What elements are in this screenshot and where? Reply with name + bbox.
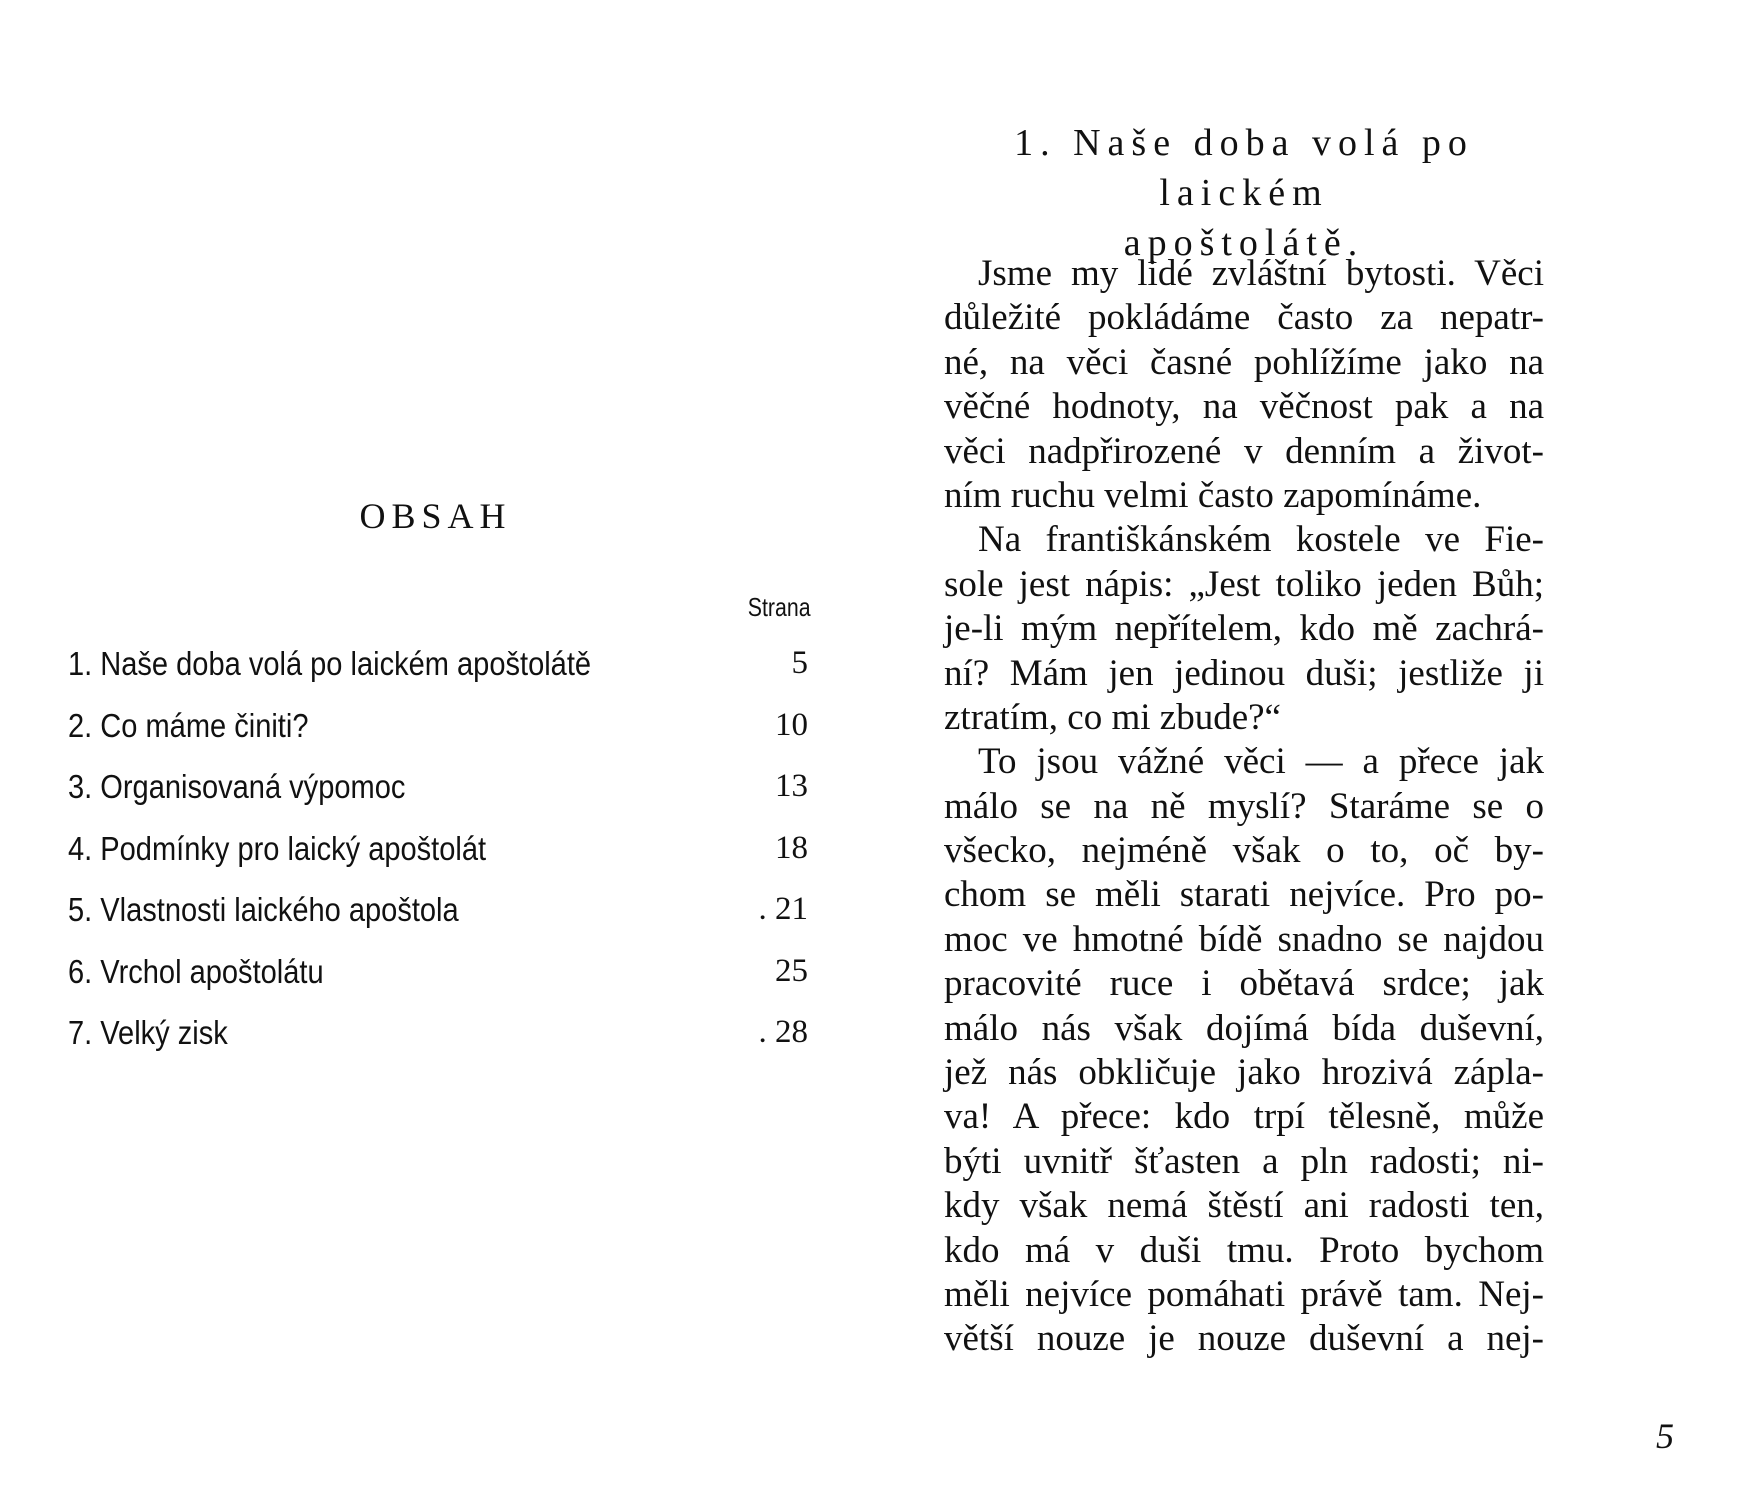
toc-entry-label: 1. Naše doba volá po laickém apoštolátě: [68, 645, 592, 682]
toc-entry: [68, 830, 808, 892]
page-number: 5: [1656, 1416, 1674, 1456]
text-line: málo se na ně myslí? Staráme se o: [944, 785, 1544, 827]
text-line: věci nadpřirozené v denním a život-: [944, 430, 1544, 472]
toc-entry: [68, 645, 808, 707]
text-line: Jsme my lidé zvláštní bytosti. Věci: [978, 253, 1544, 294]
chapter-body: [944, 252, 1544, 1362]
text-line: býti uvnitř šťasten a pln radosti; ni-: [944, 1140, 1544, 1182]
text-line: sole jest nápis: „Jest toliko jeden Bůh;: [944, 563, 1544, 605]
toc-entry: [68, 768, 808, 830]
toc-entry-label: 5. Vlastnosti laického apoštola: [68, 891, 459, 928]
toc-entry: [68, 707, 808, 769]
toc-entry-label: 2. Co máme činiti?: [68, 706, 309, 744]
text-line: větší nouze je nouze duševní a nej-: [944, 1318, 1544, 1360]
text-line: věčné hodnoty, na věčnost pak a na: [944, 386, 1544, 428]
toc-entry-label: 6. Vrchol apoštolátu: [68, 952, 324, 990]
text-line: To jsou vážné věci — a přece jak: [978, 741, 1544, 783]
toc-entry: [68, 1014, 808, 1076]
toc-entry-page: . 28: [758, 1014, 808, 1050]
chapter-heading-line: apoštolátě.: [1123, 222, 1365, 264]
toc-entry-page: 18: [775, 829, 808, 866]
text-line: kdo má v duši tmu. Proto bychom: [944, 1229, 1544, 1271]
text-line: málo nás však dojímá bída duševní,: [944, 1007, 1544, 1049]
text-line: moc ve hmotné bídě snadno se najdou: [944, 918, 1544, 960]
text-line: je-li mým nepřítelem, kdo mě zachrá-: [944, 608, 1544, 650]
toc-entry-page: . 21: [758, 891, 808, 927]
text-line: va! A přece: kdo trpí tělesně, může: [944, 1096, 1544, 1138]
toc-entry-label: 3. Organisovaná výpomoc: [68, 768, 406, 805]
text-line: kdy však nemá štěstí ani radosti ten,: [944, 1185, 1544, 1227]
text-line: chom se měli starati nejvíce. Pro po-: [944, 874, 1544, 916]
text-line: né, na věci časné pohlížíme jako na: [944, 341, 1544, 383]
text-line: ní? Mám jen jedinou duši; jestliže ji: [944, 652, 1544, 694]
text-line: jež nás obkličuje jako hrozivá zápla-: [944, 1052, 1544, 1094]
chapter-heading-line: 1. Naše doba volá po laickém: [1014, 122, 1474, 214]
text-line: ním ruchu velmi často zapomínáme.: [944, 474, 1482, 516]
toc-list: [68, 645, 808, 1076]
text-line: všecko, nejméně však o to, oč by-: [944, 830, 1544, 872]
chapter-heading: [944, 118, 1544, 268]
toc-entry: [68, 891, 808, 953]
toc-entry-page: 10: [775, 706, 808, 743]
right-page: [871, 0, 1742, 1500]
text-line: důležité pokládáme často za nepatr-: [944, 297, 1544, 339]
toc-entry-page: 13: [775, 768, 808, 804]
toc-entry-page: 25: [775, 952, 808, 989]
toc-entry-label: 7. Velký zisk: [68, 1014, 228, 1051]
toc-entry-page: 5: [791, 645, 808, 681]
toc-title: OBSAH: [359, 496, 512, 536]
toc-entry: [68, 953, 808, 1015]
text-line: měli nejvíce pomáhati právě tam. Nej-: [944, 1273, 1544, 1315]
text-line: ztratím, co mi zbude?“: [944, 696, 1281, 738]
toc-page-column-header: Strana: [748, 592, 811, 622]
text-line: Na františkánském kostele ve Fie-: [978, 519, 1544, 561]
toc-entry-label: 4. Podmínky pro laický apoštolát: [68, 829, 487, 867]
text-line: pracovité ruce i obětavá srdce; jak: [944, 963, 1544, 1005]
